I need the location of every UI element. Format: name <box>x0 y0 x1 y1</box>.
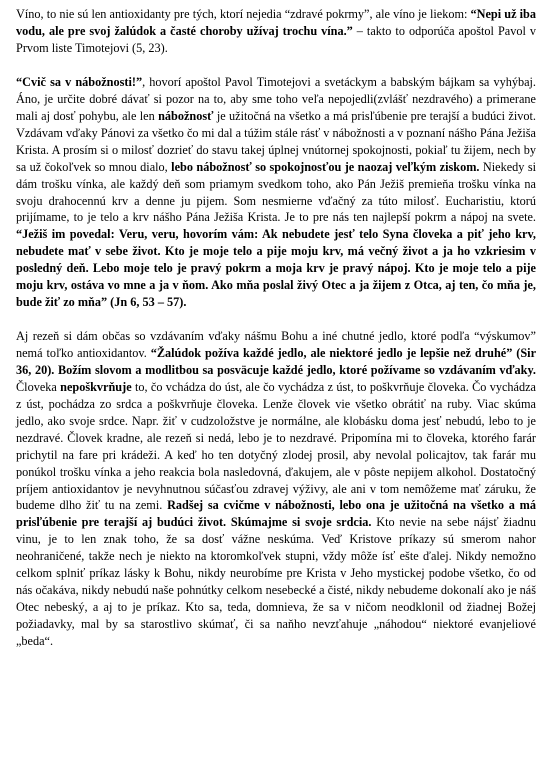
emphasized-text: “Žalúdok požíva každé jedlo, ale niektoré jedlo je lepšie než druhé” (Sir 36, 20). Božím slovom a modlitbou sa posväcuje každé jedlo, ktoré požívame so vzdávaním vďaky. <box>16 346 536 378</box>
emphasized-text: “Cvič sa v nábožnosti!” <box>16 75 143 90</box>
emphasized-text: “Ježiš im povedal: Veru, veru, hovorím vám: Ak nebudete jesť telo Syna človeka a piť jeho krv, nebudete mať v sebe život. Kto je moje telo a pije moju krv, má večný život a ja ho vzkriesim v posledný deň. Lebo moje telo je pravý pokrm a moja krv je pravý nápoj. Kto je moje telo a pije moju krv, ostáva vo mne a ja v ňom. Ako mňa poslal živý Otec a ja žijem z Otca, aj ten, čo mňa je, bude žiť zo mňa” (Jn 6, 53 – 57). <box>16 227 536 309</box>
body-text: je užitočná na všetko a má prisľúbenie pre terajší a budúci život. Vzdávam vďaky Pánovi za všetko čo mi dal a túžim stále rásť v nábožnosti a v poznaní nášho Pána Ježiša Krista. A prosím si o milosť dozrieť do stavu takej úplnej vnútornej spokojnosti, pokiaľ tu žijem, nech by sa už čokoľvek so mnou dialo, <box>16 109 536 174</box>
document-page <box>16 6 536 650</box>
paragraph-food-and-heart <box>16 328 536 649</box>
emphasized-text: nábožnosť <box>158 109 214 124</box>
body-text: Aj rezeň si dám občas so vzdávaním vďaky nášmu Bohu a iné chutné jedlo, ktoré podľa “výskumov” nemá toľko antioxidantov. <box>16 329 536 361</box>
body-text: Človeka <box>16 380 61 395</box>
body-text: , hovorí apoštol Pavol Timotejovi a svetáckym a babským bájkam sa vyhýbaj. Áno, je určite dobré dávať si pozor na to, aby sme toho veľa nepojedli(zvlášť nezdravého) a primerane mali aj dosť pohybu, ale len <box>16 75 536 124</box>
paragraph-godliness-eucharist <box>16 74 536 311</box>
body-text: to, čo vchádza do úst, ale čo vychádza z úst, to poškvrňuje človeka. Čo vychádza z úst, pochádza zo srdca a poškvrňuje človeka. Lenže človek vie všetko obrátiť na ruby. Viac skúma jedlo, ako svoje srdce. Napr. žiť v cudzoložstve je normálne, ale klobásku doma jesť nebudú, lebo to je nezdravé. Človek kradne, ale rezeň si nedá, lebo je to nezdravé. Pripomína mi to človeka, ktorého farár prichytil na fare pri krádeži. A keď ho ten dotyčný zlodej prosil, aby nevolal policajtov, tak farár mu ponúkol trošku vínka a jeho reakcia bola nasledovná, ďakujem, ale v pôste nepijem alkohol. Dostatočný príjem antioxidantov je nevyhnutnou súčasťou zdravej výživy, ale ani v tom nemôžeme mať záruku, že budeme dlho žiť tu na zemi. <box>16 380 536 513</box>
body-text: Víno, to nie sú len antioxidanty pre tých, ktorí nejedia “zdravé pokrmy”, ale víno je liekom: <box>16 7 471 21</box>
body-text: Niekedy si dám trošku vínka, ale každý deň som priamym svedkom toho, ako Pán Ježiš premieňa trošku vínka na svoju drahocennú krv a denne ju pijem. Som nesmierne vďačný za túto milosť. Eucharistiu, ktorú prijímame, to je telo a krv nášho Pána Ježiša Krista. Je to pre nás ten najlepší pokrm a nápoj na svete. <box>16 159 536 225</box>
emphasized-text: lebo nábožnosť so spokojnosťou je naozaj veľkým ziskom. <box>171 159 480 174</box>
paragraph-wine-medicine <box>16 6 536 57</box>
body-text: – takto to odporúča apoštol Pavol v Prvom liste Timotejovi (5, 23). <box>16 23 536 55</box>
emphasized-text: “Nepi už iba vodu, ale pre svoj žalúdok a časté choroby užívaj trochu vína.” <box>16 7 536 38</box>
emphasized-text: Radšej sa cvičme v nábožnosti, lebo ona je užitočná na všetko a má prisľúbenie pre terajší aj budúci život. Skúmajme si svoje srdcia. <box>16 498 537 530</box>
body-text: Kto nevie na sebe nájsť žiadnu vinu, je to len znak toho, že sa dosť vážne neskúma. Veď Kristove príkazy sú smerom nahor neohraničené, takže nech je niekto na ktoromkoľvek stupni, vždy môže ísť ešte ďalej. Nikdy nemožno celkom splniť príkaz lásky k Bohu, nikdy neurobíme pre Krista v Jeho mystickej podobe všetko, čo od nás očakáva, nikdy nebudú naše pohnútky celkom nesebecké a čisté, nikdy nebudeme dokonalí ako je náš Otec nebeský, a aj to je príkaz. Kto sa, teda, domnieva, že sa v ničom neodklonil od žiadnej Božej požiadavky, mal by sa starostlivo skúmať, či sa naňho nevzťahuje „náhodou“ niektoré evanjeliové „beda“. <box>16 515 536 648</box>
emphasized-text: nepoškvrňuje <box>60 380 132 395</box>
